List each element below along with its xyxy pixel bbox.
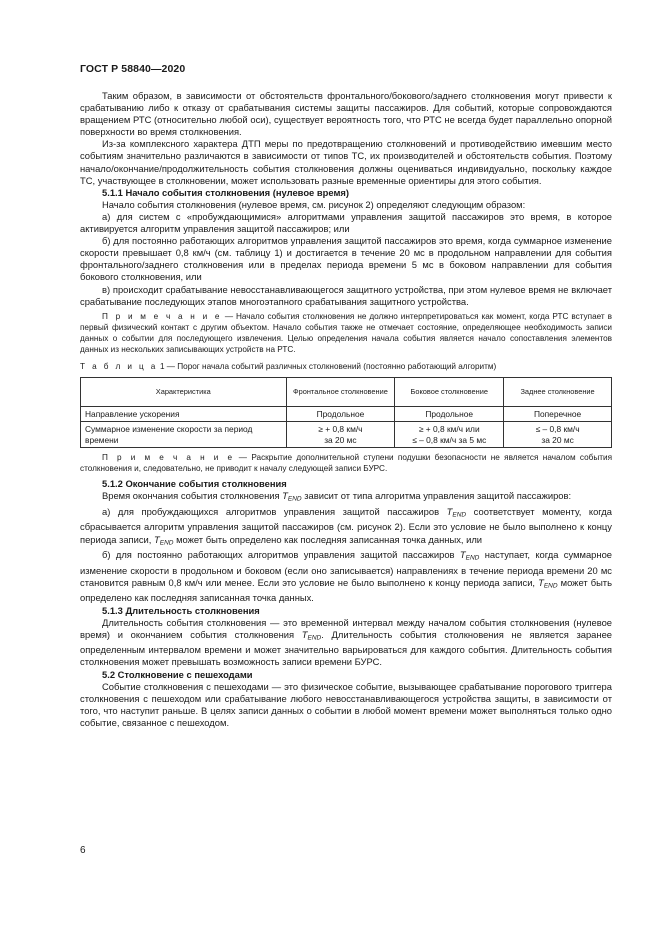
- t-end-symbol: [538, 577, 557, 588]
- page-number: 6: [80, 845, 86, 856]
- text-run: может быть определено как последняя записанная точка данных, или: [173, 533, 483, 545]
- paragraph: Из-за комплексного характера ДТП меры по предотвращению столкновений и противодействию имевшим место событиям значительно различаются в зависимости от типов ТС, их производителей и обстоятельств события. Поэтому начало/окончание/продолжительность события столкновения должны оцениваться индивидуально, поскольку каждое ТС, участвующее в столкновении, может использовать разные временные ориентиры для этого события.: [80, 138, 612, 186]
- note-text: — Начало события столкновения не должно интерпретироваться как момент, когда РТС вступает в первый физический контакт с другим объектом. Начало события также не отмечает состояние, определяющее необходимость записи данных о событии для последующего извлечения. Целью определения начала события является начало сопоставления элементов данных из нескольких записывающих устройств на РТС.: [80, 311, 612, 354]
- paragraph: [80, 490, 612, 506]
- paragraph: [80, 506, 612, 549]
- symbol-letter: T: [301, 628, 308, 640]
- t-end-symbol: [302, 629, 321, 640]
- table-header-cell: Фронтальное столкновение: [286, 377, 395, 406]
- text-run: может быть определено как последняя записанная точка данных.: [80, 576, 612, 604]
- text-run: а) для пробуждающихся алгоритмов управления защитой пассажиров: [102, 505, 447, 517]
- table-cell: ≥ + 0,8 км/ч за 20 мс: [286, 422, 395, 448]
- text-run: б) для постоянно работающих алгоритмов управления защитой пассажиров: [102, 549, 460, 561]
- table-caption: [80, 361, 612, 372]
- table-cell: ≥ + 0,8 км/ч или ≤ – 0,8 км/ч за 5 мс: [395, 422, 504, 448]
- text-run: наступает, когда суммарное изменение скорости в продольном и боковом (если оно записывается) направлениях в течение периода времени 20 мс становится равным 0,8 км/ч или менее. Если это условие не было выполнено к концу периода записи,: [80, 549, 612, 588]
- section-heading-5-1-1: 5.1.1 Начало события столкновения (нулевое время): [102, 186, 349, 198]
- note: [80, 311, 612, 355]
- t-end-symbol: [282, 490, 301, 501]
- t-end-symbol: [460, 549, 479, 560]
- table-header-cell: Заднее столкновение: [504, 377, 612, 406]
- table-header-cell: Характеристика: [81, 377, 287, 406]
- section-heading-5-1-2: 5.1.2 Окончание события столкновения: [102, 478, 287, 490]
- symbol-letter: T: [154, 533, 160, 545]
- symbol-subscript: END: [452, 511, 467, 519]
- paragraph: Событие столкновения с пешеходами — это физическое событие, вызывающее срабатывание порогового триггера столкновения с пешеходом или срабатывание любого невосстанавливающегося устройства защиты, в зависимости от того, что наступит раньше. В целях записи данных о событии в любой момент времени может выполняться только одно событие, связанное с пешеходом.: [80, 680, 612, 728]
- text-run: Время окончания события столкновения: [102, 490, 283, 502]
- note-text: — Раскрытие дополнительной ступени подушки безопасности не является началом события столкновения и, следовательно, не приводит к началу следующей записи БУРС.: [80, 453, 612, 474]
- table-cell: Суммарное изменение скорости за период времени: [81, 422, 287, 448]
- paragraph: в) происходит срабатывание невосстанавливающегося защитного устройства, при этом нулевое время не включает срабатывание последующих этапов многоэтапного срабатывания защитного устройства.: [80, 283, 612, 307]
- symbol-subscript: END: [465, 554, 480, 562]
- threshold-table: [80, 377, 612, 449]
- paragraph: Начало события столкновения (нулевое время, см. рисунок 2) определяют следующим образом:: [102, 198, 526, 210]
- text-run: Длительность события столкновения — это временной интервал между началом события столкновения (нулевое время) и окончанием события столкновения: [80, 616, 612, 640]
- symbol-letter: T: [538, 576, 544, 588]
- note-label: П р и м е ч а н и е: [102, 311, 222, 321]
- text-run: зависит от типа алгоритма управления защитой пассажиров:: [301, 490, 572, 502]
- section-heading-5-2: 5.2 Столкновение с пешеходами: [102, 668, 253, 680]
- table-caption-text: 1 — Порог начала событий различных столкновений (постоянно работающий алгоритм): [157, 361, 497, 371]
- note: [80, 452, 612, 474]
- symbol-subscript: END: [287, 495, 302, 503]
- symbol-subscript: END: [159, 539, 174, 547]
- paragraph: а) для систем с «пробуждающимися» алгоритмами управления защитой пассажиров это время, в которое активируется алгоритм управления защитой пассажиров; или: [80, 210, 612, 235]
- t-end-symbol: [447, 506, 466, 517]
- symbol-letter: T: [446, 505, 453, 517]
- table-row: [81, 422, 612, 448]
- table-header-cell: Боковое столкновение: [395, 377, 504, 406]
- table-cell: ≤ – 0,8 км/ч за 20 мс: [504, 422, 612, 448]
- t-end-symbol: [154, 534, 173, 545]
- text-run: соответствует моменту, когда сбрасывается алгоритм управления защитой пассажиров (см. рисунок 2). Если это условие не было выполнено к концу периода записи,: [80, 505, 612, 545]
- text-run: . Длительность события столкновения не является заранее определенным интервалом времени и может значительно варьироваться для каждого события. Длительность события столкновения может превышать возможность записи времени БУРС.: [80, 628, 612, 668]
- symbol-letter: T: [459, 549, 466, 561]
- paragraph: б) для постоянно работающих алгоритмов управления защитой пассажиров это время, когда суммарное изменение скорости превышает 0,8 км/ч (см. таблицу 1) и достигается в течение 20 мс в продольном направлении для события фронтального/заднего столкновения или в пределах периода времени 5 мс в боковом направлении для события бокового столкновения, или: [80, 235, 612, 283]
- paragraph: Таким образом, в зависимости от обстоятельств фронтального/бокового/заднего столкновения могут привести к срабатыванию либо к отказу от срабатывания системы защиты пассажиров. Для событий, которые сопровождаются вращением РТС (относительно любой оси), существует вероятность того, что РТС не всегда будет параллельно опорной поверхности во время столкновения.: [80, 90, 612, 138]
- symbol-subscript: END: [307, 634, 322, 642]
- page-content: [80, 90, 612, 729]
- table-row: [81, 406, 612, 422]
- document-header: ГОСТ Р 58840—2020: [80, 63, 186, 75]
- table-cell: Продольное: [395, 406, 504, 422]
- paragraph: [80, 549, 612, 604]
- table-cell: Направление ускорения: [81, 406, 287, 422]
- table-label: Т а б л и ц а: [80, 361, 158, 371]
- paragraph: [80, 617, 612, 669]
- table-header-row: [81, 377, 612, 406]
- note-label: П р и м е ч а н и е: [102, 453, 235, 463]
- symbol-letter: T: [282, 490, 288, 502]
- table-cell: Продольное: [286, 406, 395, 422]
- section-heading-5-1-3: 5.1.3 Длительность столкновения: [102, 604, 260, 616]
- table-cell: Поперечное: [504, 406, 612, 422]
- symbol-subscript: END: [543, 582, 558, 590]
